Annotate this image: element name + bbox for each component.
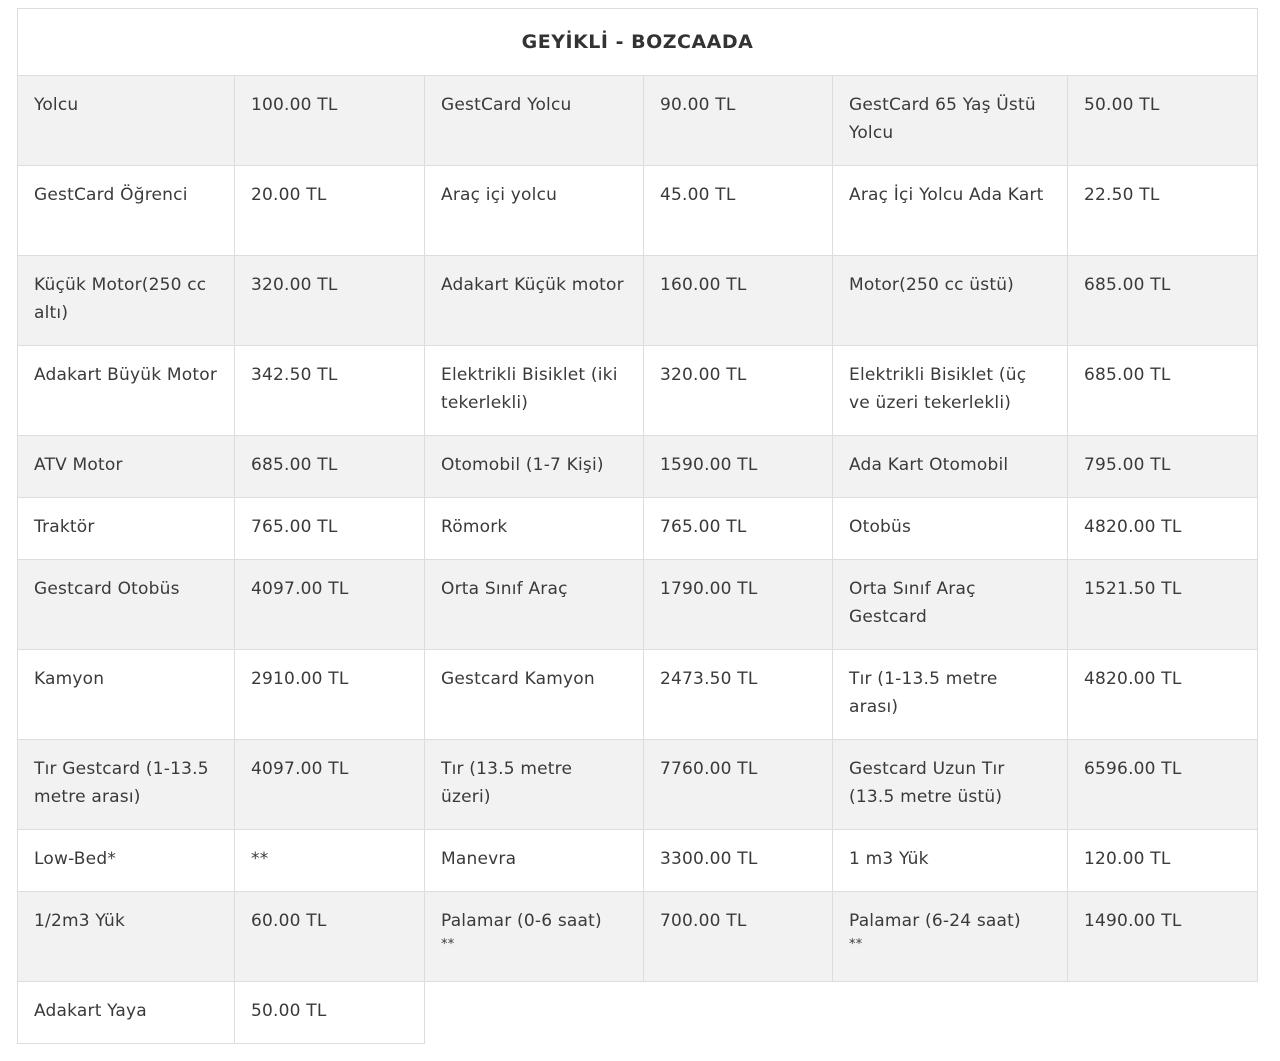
fare-label: Tır (1-13.5 metre arası): [833, 650, 1068, 740]
fare-value: 700.00 TL: [644, 892, 833, 982]
fare-value: 320.00 TL: [644, 346, 833, 436]
fare-label: Low-Bed*: [18, 830, 235, 892]
fare-value: 50.00 TL: [1068, 76, 1258, 166]
fare-label: Orta Sınıf Araç Gestcard: [833, 560, 1068, 650]
fare-label: GestCard Öğrenci: [18, 166, 235, 256]
fare-value: 1590.00 TL: [644, 436, 833, 498]
fare-label: Palamar (0-6 saat): [441, 911, 602, 931]
table-row: [18, 166, 1258, 256]
fare-label: Gestcard Otobüs: [18, 560, 235, 650]
fare-value: 1790.00 TL: [644, 560, 833, 650]
table-row: [18, 830, 1258, 892]
fare-value: 4820.00 TL: [1068, 650, 1258, 740]
fare-value: 4097.00 TL: [235, 740, 425, 830]
fare-label: Yolcu: [18, 76, 235, 166]
fare-label: Araç içi yolcu: [425, 166, 644, 256]
fare-value: 90.00 TL: [644, 76, 833, 166]
fare-label: Tır (13.5 metre üzeri): [425, 740, 644, 830]
fare-value: 2473.50 TL: [644, 650, 833, 740]
fare-value: 685.00 TL: [1068, 346, 1258, 436]
table-row: [18, 498, 1258, 560]
table-row: [18, 436, 1258, 498]
fare-label: Küçük Motor(250 cc altı): [18, 256, 235, 346]
fare-value: 342.50 TL: [235, 346, 425, 436]
fare-value: 20.00 TL: [235, 166, 425, 256]
table-row: [18, 560, 1258, 650]
fare-value: 6596.00 TL: [1068, 740, 1258, 830]
fare-value: 1521.50 TL: [1068, 560, 1258, 650]
table-row: [18, 256, 1258, 346]
fare-value: 795.00 TL: [1068, 436, 1258, 498]
table-title: GEYİKLİ - BOZCAADA: [18, 9, 1258, 76]
fare-label: Traktör: [18, 498, 235, 560]
fare-value: 120.00 TL: [1068, 830, 1258, 892]
fare-value: 2910.00 TL: [235, 650, 425, 740]
fare-value: 320.00 TL: [235, 256, 425, 346]
table-row: [18, 740, 1258, 830]
fare-label: Adakart Büyük Motor: [18, 346, 235, 436]
fare-label: Gestcard Kamyon: [425, 650, 644, 740]
fare-value: 60.00 TL: [235, 892, 425, 982]
fare-label-with-note: [833, 892, 1068, 982]
fare-value: 765.00 TL: [644, 498, 833, 560]
fare-value: 45.00 TL: [644, 166, 833, 256]
fare-value: 50.00 TL: [235, 982, 425, 1044]
table-row: [18, 650, 1258, 740]
fare-value: 22.50 TL: [1068, 166, 1258, 256]
fare-label: 1/2m3 Yük: [18, 892, 235, 982]
fare-note: **: [441, 937, 455, 952]
fare-value: 765.00 TL: [235, 498, 425, 560]
table-row: [18, 892, 1258, 982]
fare-note: **: [849, 937, 863, 952]
table-row: [18, 346, 1258, 436]
fare-label: Tır Gestcard (1-13.5 metre arası): [18, 740, 235, 830]
fare-table: [17, 8, 1258, 1044]
fare-label: Römork: [425, 498, 644, 560]
fare-value: 685.00 TL: [235, 436, 425, 498]
fare-label: Elektrikli Bisiklet (iki tekerlekli): [425, 346, 644, 436]
fare-value: 4820.00 TL: [1068, 498, 1258, 560]
fare-label: Otomobil (1-7 Kişi): [425, 436, 644, 498]
fare-label: Elektrikli Bisiklet (üç ve üzeri tekerlekli): [833, 346, 1068, 436]
fare-label: Motor(250 cc üstü): [833, 256, 1068, 346]
fare-label: Gestcard Uzun Tır (13.5 metre üstü): [833, 740, 1068, 830]
fare-value: **: [235, 830, 425, 892]
fare-label: GestCard 65 Yaş Üstü Yolcu: [833, 76, 1068, 166]
fare-label: Kamyon: [18, 650, 235, 740]
fare-label: ATV Motor: [18, 436, 235, 498]
fare-value: 100.00 TL: [235, 76, 425, 166]
fare-value: 685.00 TL: [1068, 256, 1258, 346]
fare-label: Araç İçi Yolcu Ada Kart: [833, 166, 1068, 256]
empty-cell: [425, 982, 1258, 1044]
fare-label: GestCard Yolcu: [425, 76, 644, 166]
fare-label: Adakart Küçük motor: [425, 256, 644, 346]
fare-label: Adakart Yaya: [18, 982, 235, 1044]
fare-value: 160.00 TL: [644, 256, 833, 346]
fare-label: Ada Kart Otomobil: [833, 436, 1068, 498]
fare-value: 4097.00 TL: [235, 560, 425, 650]
fare-value: 3300.00 TL: [644, 830, 833, 892]
fare-label-with-note: [425, 892, 644, 982]
fare-label: Manevra: [425, 830, 644, 892]
fare-label: Otobüs: [833, 498, 1068, 560]
table-row: [18, 76, 1258, 166]
table-row: [18, 982, 1258, 1044]
fare-label: Orta Sınıf Araç: [425, 560, 644, 650]
fare-value: 1490.00 TL: [1068, 892, 1258, 982]
fare-label: Palamar (6-24 saat): [849, 911, 1021, 931]
fare-label: 1 m3 Yük: [833, 830, 1068, 892]
fare-value: 7760.00 TL: [644, 740, 833, 830]
